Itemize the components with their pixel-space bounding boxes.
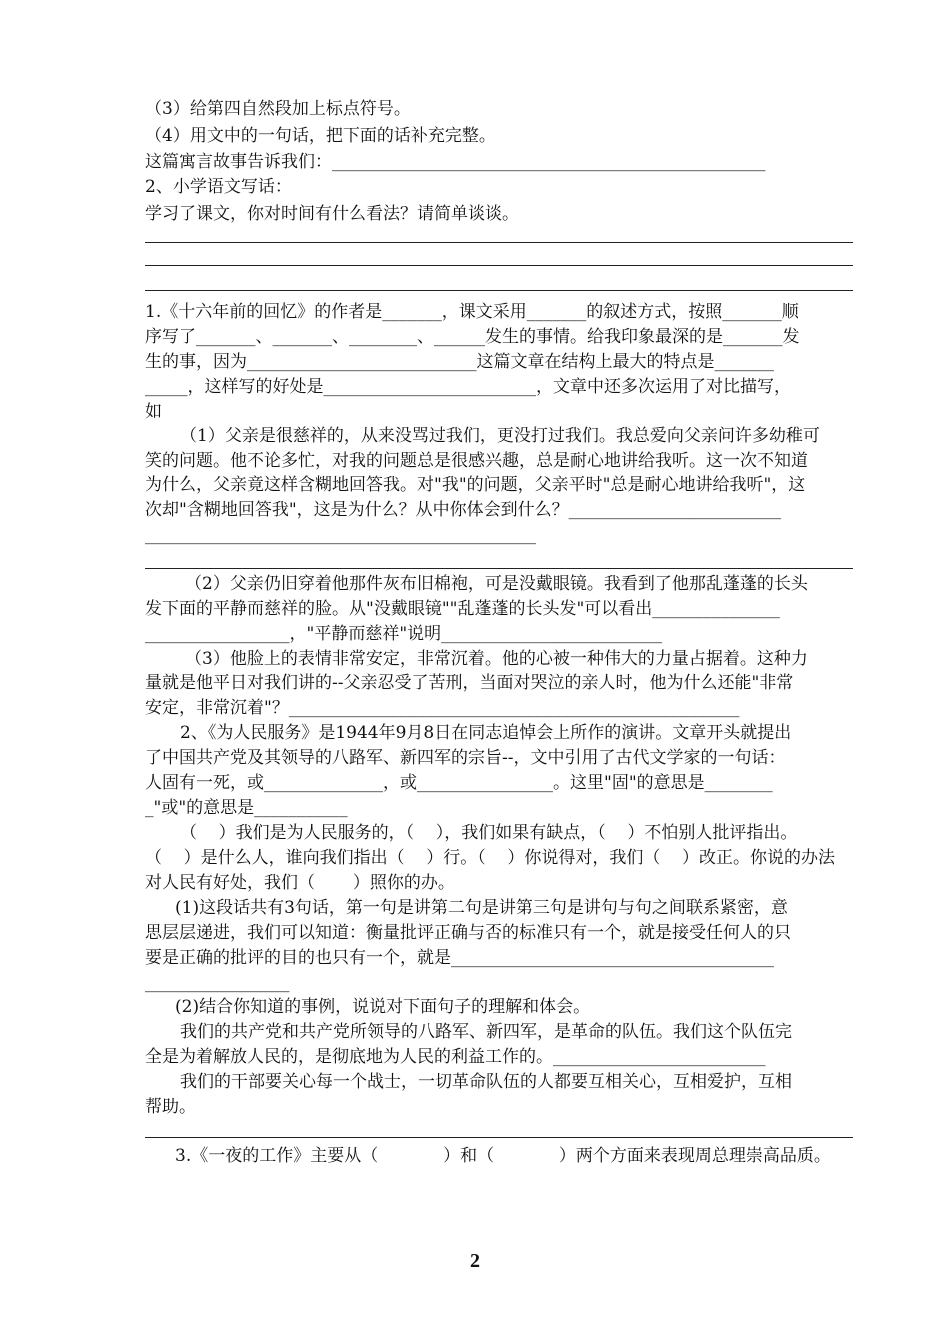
answer-line (145, 290, 853, 291)
text-line: 对人民有好处，我们（ ）照你的办。 (145, 873, 455, 893)
text-line: （2）父亲仍旧穿着他那件灰布旧棉袍，可是没戴眼镜。我看到了他那乱蓬蓬的长头 (185, 574, 808, 594)
answer-line (145, 242, 853, 243)
text-line: 如 (145, 402, 162, 422)
text-line: 帮助。 (145, 1097, 196, 1117)
text-line: （4）用文中的一句话，把下面的话补充完整。 (145, 126, 496, 146)
text-line: 我们的干部要关心每一个战士，一切革命队伍的人都要互相关心，互相爱护，互相 (180, 1072, 792, 1092)
text-line: （ ）是什么人，谁向我们指出（ ）行。（ ）你说得对，我们（ ）改正。你说的办法 (145, 848, 835, 868)
text-line: 要是正确的批评的目的也只有一个，就是______________________________________ (145, 948, 774, 968)
text-line: （1）父亲是很慈祥的，从来没骂过我们，更没打过我们。我总爱向父亲问许多幼稚可 (180, 426, 820, 446)
text-line: 2、《为人民服务》是1944年9月8日在同志追悼会上所作的演讲。文章开头就提出 (180, 723, 792, 743)
text-line: 思层层递进，我们可以知道：衡量批评正确与否的标准只有一个，就是接受任何人的只 (145, 923, 791, 943)
text-line: （3）他脸上的表情非常安定，非常沉着。他的心被一种伟大的力量占据着。这种力 (185, 649, 808, 669)
text-line: 序写了_______、_______、________、______发生的事情。给我印象最深的是_______发 (145, 327, 800, 347)
text-line: 人固有一死，或______________，或________________。这里"固"的意思是________ (145, 773, 773, 793)
answer-line (145, 568, 853, 569)
text-line: _"或"的意思是___________ (145, 798, 348, 818)
text-line: （3）给第四自然段加上标点符号。 (145, 99, 411, 119)
answer-line (145, 265, 853, 266)
text-line: （ ）我们是为人民服务的，（ ），我们如果有缺点，（ ）不怕别人批评指出。 (180, 823, 798, 843)
text-line: 发下面的平静而慈祥的脸。从"没戴眼镜""乱蓬蓬的长头发"可以看出_______________ (145, 599, 780, 619)
text-line: ______________________________________________ (145, 525, 536, 545)
text-line: (1)这段话共有3句话，第一句是讲第二句是讲第三句是讲句与句之间联系紧密，意 (175, 898, 788, 918)
text-line: 1.《十六年前的回忆》的作者是_______，课文采用_______的叙述方式，按照_______顺 (145, 302, 799, 322)
text-line: 全是为着解放人民的，是彻底地为人民的利益工作的。_________________________ (145, 1047, 766, 1067)
text-line: (2)结合你知道的事例，说说对下面句子的理解和体会。 (175, 997, 591, 1017)
answer-line (145, 1137, 853, 1138)
text-line: _____，这样写的好处是_________________________，文章中还多次运用了对比描写， (145, 377, 791, 397)
text-line: 安定，非常沉着"？_____________________________________________________ (145, 698, 740, 718)
page-number: 2 (470, 1250, 480, 1272)
text-line: 这篇寓言故事告诉我们：___________________________________________________ (145, 152, 766, 172)
text-line: _________________ (145, 973, 290, 993)
text-line: 2、小学语文写话： (145, 177, 292, 197)
text-line: 3.《一夜的工作》主要从（ ）和（ ）两个方面来表现周总理崇高品质。 (175, 1146, 831, 1166)
text-line: 学习了课文，你对时间有什么看法？请简单谈谈。 (145, 204, 519, 224)
text-line: 笑的问题。他不论多忙，对我的问题总是很感兴趣，总是耐心地讲给我听。这一次不知道 (145, 451, 808, 471)
text-line: 次却"含糊地回答我"，这是为什么？从中你体会到什么？_________________________ (145, 500, 782, 520)
text-line: 量就是他平日对我们讲的--父亲忍受了苦刑，当面对哭泣的亲人时，他为什么还能"非常 (145, 673, 794, 693)
text-line: 生的事，因为___________________________这篇文章在结构上最大的特点是_______ (145, 352, 774, 372)
text-line: _________________，"平静而慈祥"说明__________________________ (145, 624, 663, 644)
text-line: 我们的共产党和共产党所领导的八路军、新四军，是革命的队伍。我们这个队伍完 (180, 1022, 792, 1042)
text-line: 了中国共产党及其领导的八路军、新四军的宗旨--，文中引用了古代文学家的一句话： (145, 748, 786, 768)
text-line: 为什么，父亲竟这样含糊地回答我。对"我"的问题，父亲平时"总是耐心地讲给我听"，这 (145, 475, 806, 495)
